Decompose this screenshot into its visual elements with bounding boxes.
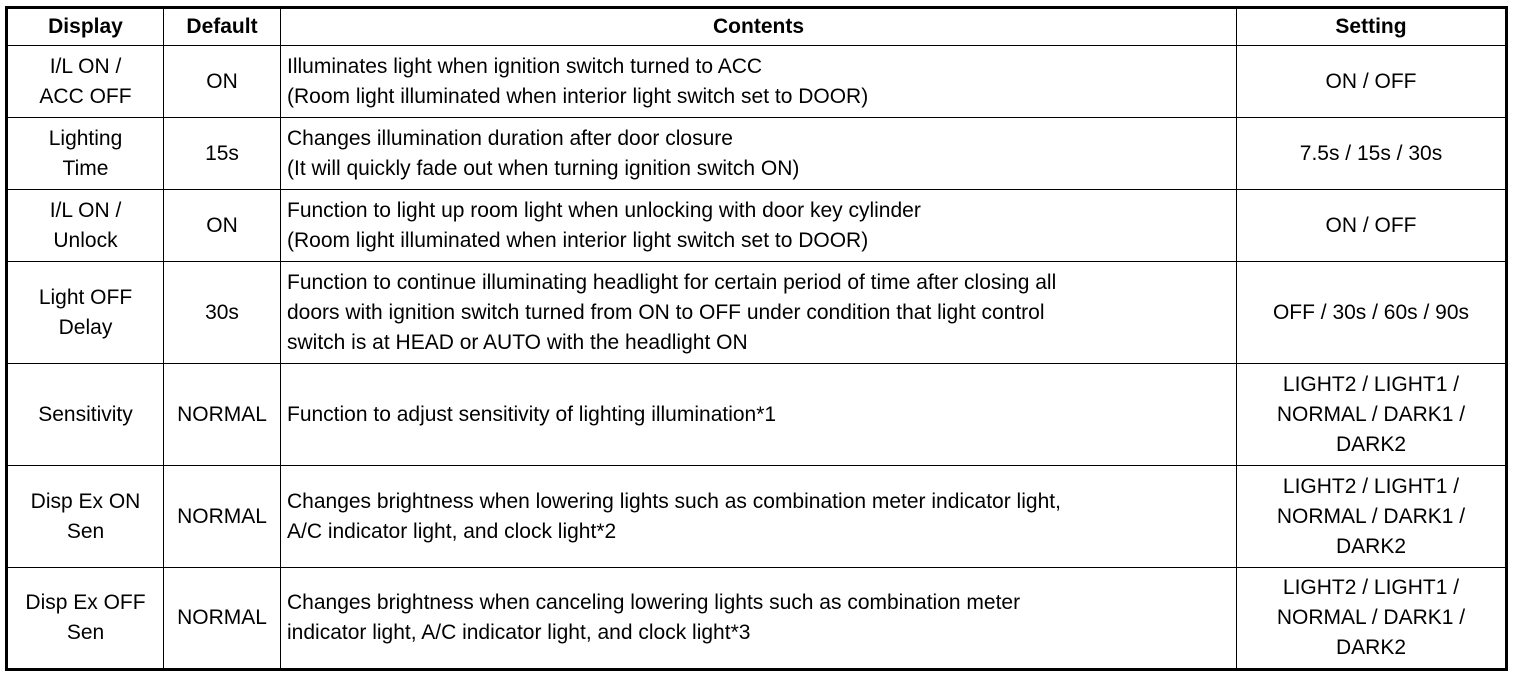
table-row: [7, 568, 1507, 670]
cell-display: Light OFF Delay: [7, 262, 164, 364]
cell-contents: Function to continue illuminating headlight for certain period of time after closing all doors with ignition switch turned from ON to OFF under condition that light control switch is at HEAD or AUTO with the headlight ON: [281, 262, 1237, 364]
cell-default: NORMAL: [164, 364, 281, 466]
cell-display: Sensitivity: [7, 364, 164, 466]
cell-default: ON: [164, 46, 281, 118]
cell-contents: Function to adjust sensitivity of lighting illumination*1: [281, 364, 1237, 466]
cell-contents: Illuminates light when ignition switch turned to ACC (Room light illuminated when interior light switch set to DOOR): [281, 46, 1237, 118]
table-row: [7, 364, 1507, 466]
header-default: Default: [164, 8, 281, 46]
header-contents: Contents: [281, 8, 1237, 46]
cell-default: 30s: [164, 262, 281, 364]
cell-setting: ON / OFF: [1237, 190, 1507, 262]
cell-setting: ON / OFF: [1237, 46, 1507, 118]
header-display: Display: [7, 8, 164, 46]
cell-default: NORMAL: [164, 568, 281, 670]
cell-contents: Changes illumination duration after door closure (It will quickly fade out when turning ignition switch ON): [281, 118, 1237, 190]
table-row: [7, 466, 1507, 568]
settings-table-wrapper: [5, 6, 1508, 671]
cell-default: 15s: [164, 118, 281, 190]
cell-setting: 7.5s / 15s / 30s: [1237, 118, 1507, 190]
cell-display: Lighting Time: [7, 118, 164, 190]
cell-display: Disp Ex ON Sen: [7, 466, 164, 568]
table-row: [7, 190, 1507, 262]
cell-contents: Changes brightness when lowering lights such as combination meter indicator light, A/C indicator light, and clock light*2: [281, 466, 1237, 568]
cell-default: NORMAL: [164, 466, 281, 568]
cell-setting: OFF / 30s / 60s / 90s: [1237, 262, 1507, 364]
settings-table: [5, 6, 1508, 671]
cell-setting: LIGHT2 / LIGHT1 / NORMAL / DARK1 / DARK2: [1237, 568, 1507, 670]
table-header-row: [7, 8, 1507, 46]
cell-default: ON: [164, 190, 281, 262]
table-row: [7, 262, 1507, 364]
cell-display: I/L ON / ACC OFF: [7, 46, 164, 118]
header-setting: Setting: [1237, 8, 1507, 46]
cell-contents: Function to light up room light when unlocking with door key cylinder (Room light illuminated when interior light switch set to DOOR): [281, 190, 1237, 262]
cell-display: I/L ON / Unlock: [7, 190, 164, 262]
table-row: [7, 118, 1507, 190]
cell-contents: Changes brightness when canceling lowering lights such as combination meter indicator light, A/C indicator light, and clock light*3: [281, 568, 1237, 670]
table-row: [7, 46, 1507, 118]
cell-display: Disp Ex OFF Sen: [7, 568, 164, 670]
cell-setting: LIGHT2 / LIGHT1 / NORMAL / DARK1 / DARK2: [1237, 364, 1507, 466]
cell-setting: LIGHT2 / LIGHT1 / NORMAL / DARK1 / DARK2: [1237, 466, 1507, 568]
